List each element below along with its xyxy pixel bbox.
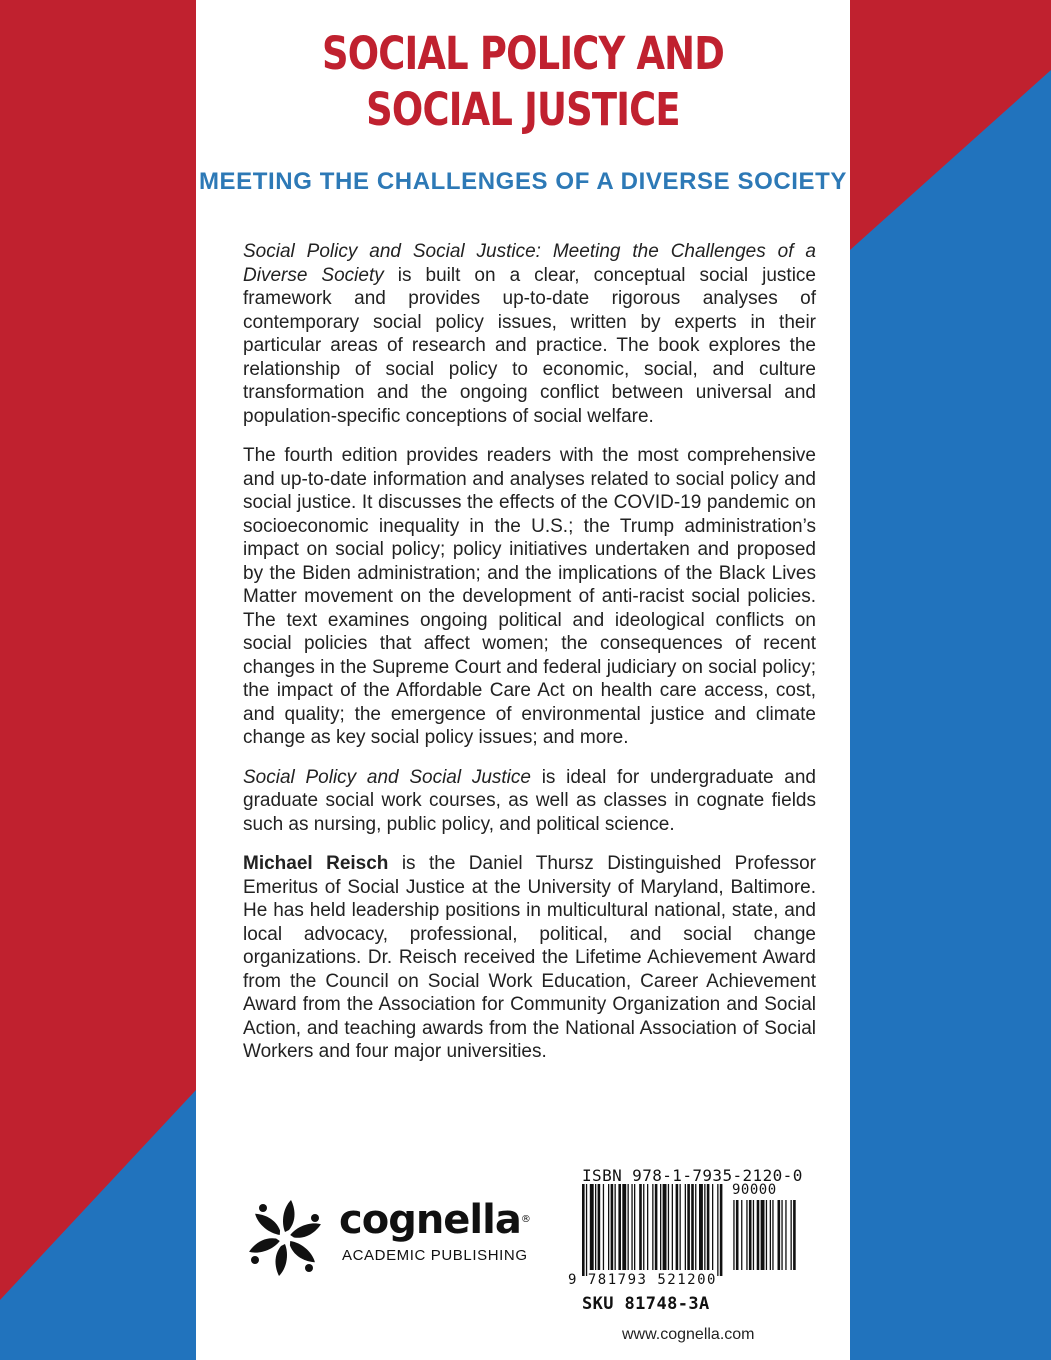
barcode-bar bbox=[717, 1184, 718, 1276]
barcode-bar bbox=[634, 1184, 635, 1270]
barcode-bar bbox=[595, 1184, 596, 1270]
barcode-bar bbox=[687, 1184, 690, 1270]
book-title-short-italic: Social Policy and Social Justice bbox=[243, 766, 531, 788]
barcode-bar bbox=[608, 1184, 609, 1270]
addon-bar bbox=[749, 1200, 752, 1270]
barcode-bar bbox=[680, 1184, 681, 1270]
publisher-url: www.cognella.com bbox=[622, 1326, 755, 1343]
author-name: Michael Reisch bbox=[243, 853, 389, 874]
addon-bar bbox=[778, 1200, 781, 1270]
addon-bar bbox=[761, 1200, 765, 1270]
barcode-bar bbox=[590, 1184, 594, 1270]
addon-bar bbox=[733, 1200, 734, 1270]
isbn-text: ISBN 978-1-7935-2120-0 bbox=[582, 1166, 803, 1185]
addon-bar bbox=[772, 1200, 773, 1270]
addon-bar bbox=[757, 1200, 760, 1270]
barcode-bar bbox=[672, 1184, 673, 1270]
barcode-bar bbox=[699, 1184, 703, 1270]
description-paragraph-3: Social Policy and Social Justice is ideal for undergraduate and graduate social work courses, as well as classes in cognate fields such as nursing, public policy, and political science. bbox=[243, 766, 816, 835]
book-subtitle: MEETING THE CHALLENGES OF A DIVERSE SOCIETY bbox=[198, 168, 848, 195]
barcode-bar bbox=[603, 1184, 604, 1270]
barcode-bar bbox=[691, 1184, 694, 1270]
barcode-bar bbox=[598, 1184, 601, 1270]
barcode-bar bbox=[668, 1184, 669, 1270]
barcode-bar bbox=[631, 1184, 632, 1270]
barcode-bar bbox=[712, 1184, 713, 1270]
publisher-logo bbox=[239, 1192, 539, 1272]
cognella-flower-icon bbox=[239, 1192, 331, 1284]
publisher-wordmark: cognella® bbox=[339, 1197, 530, 1243]
addon-bar bbox=[766, 1200, 767, 1270]
addon-bar bbox=[741, 1200, 742, 1270]
barcode-bar bbox=[663, 1184, 667, 1270]
barcode-bar bbox=[655, 1184, 658, 1270]
addon-bar bbox=[791, 1200, 792, 1270]
addon-bar bbox=[781, 1200, 782, 1270]
barcode-bar bbox=[643, 1184, 644, 1270]
barcode-bar bbox=[660, 1184, 661, 1270]
barcode-bar bbox=[611, 1184, 614, 1270]
barcode-bar bbox=[618, 1184, 621, 1270]
description-paragraph-2: The fourth edition provides readers with the most comprehensive and up-to-date information and analyses related to social policy and social justice. It discusses the effects of the COVID-19 pandemic on socioeconomic inequality in the U.S.; the Trump administration’s impact on social policy; policy initiatives undertaken and proposed by the Biden administration; and the implications of the Black Lives Matter movement on the development of anti-racist social policies. The text examines ongoing political and ideological conflicts on social policies that affect women; the consequences of recent changes in the Supreme Court and federal judiciary on social policy; the impact of the Affordable Care Act on health care access, cost, and quality; the emergence of environmental justice and climate change as key social policy issues; and more. bbox=[243, 445, 816, 748]
barcode-addon: 90000 bbox=[732, 1182, 777, 1198]
barcode-bar bbox=[704, 1184, 705, 1270]
barcode-bar bbox=[652, 1184, 653, 1270]
barcode-bar bbox=[586, 1184, 587, 1276]
back-cover-copy bbox=[243, 240, 816, 1080]
barcode-bar bbox=[615, 1184, 616, 1270]
barcode-bar bbox=[720, 1184, 723, 1276]
publisher-tagline: ACADEMIC PUBLISHING bbox=[342, 1247, 528, 1264]
title-line-1: SOCIAL POLICY AND bbox=[321, 27, 725, 80]
addon-bar bbox=[785, 1200, 786, 1270]
book-title bbox=[255, 26, 791, 138]
barcode-bar bbox=[685, 1184, 686, 1270]
book-title-italic: Social Policy and Social Justice: Meeting the Challenges of a Diverse Society bbox=[243, 241, 816, 286]
addon-bar bbox=[770, 1200, 771, 1270]
barcode-bar bbox=[647, 1184, 648, 1270]
title-line-2: SOCIAL JUSTICE bbox=[366, 83, 680, 136]
barcode-bar bbox=[628, 1184, 629, 1270]
barcode-bar bbox=[695, 1184, 696, 1270]
barcode-bar bbox=[582, 1184, 585, 1276]
addon-bar bbox=[793, 1200, 796, 1270]
barcode-bar bbox=[676, 1184, 679, 1270]
sku-code: SKU 81748-3A bbox=[582, 1294, 710, 1314]
addon-bar bbox=[736, 1200, 739, 1270]
description-paragraph-1: Social Policy and Social Justice: Meeting the Challenges of a Diverse Society is built on a clear, conceptual social justice framework and provides up-to-date rigorous analyses of contemporary social policy issues, written by experts in their particular areas of research and practice. The book explores the relationship of social policy to economic, social, and culture transformation and the ongoing conflict between universal and population-specific conceptions of social welfare. bbox=[243, 241, 816, 427]
barcode-digits: 9 781793 521200 bbox=[568, 1272, 717, 1288]
addon-bar bbox=[746, 1200, 747, 1270]
barcode-bar bbox=[639, 1184, 642, 1270]
barcode-bar bbox=[622, 1184, 626, 1270]
barcode-bar bbox=[707, 1184, 710, 1270]
author-bio: Michael Reisch is the Daniel Thursz Distinguished Professor Emeritus of Social Justice at the University of Maryland, Baltimore. He has held leadership positions in multicultural national, state, and local advocacy, professional, political, and social change organizations. Dr. Reisch received the Lifetime Achievement Award from the Council on Social Work Education, Career Achievement Award from the Association for Community Organization and Social Action, and teaching awards from the National Association of Social Workers and four major universities. bbox=[243, 853, 816, 1062]
addon-bar bbox=[753, 1200, 754, 1270]
